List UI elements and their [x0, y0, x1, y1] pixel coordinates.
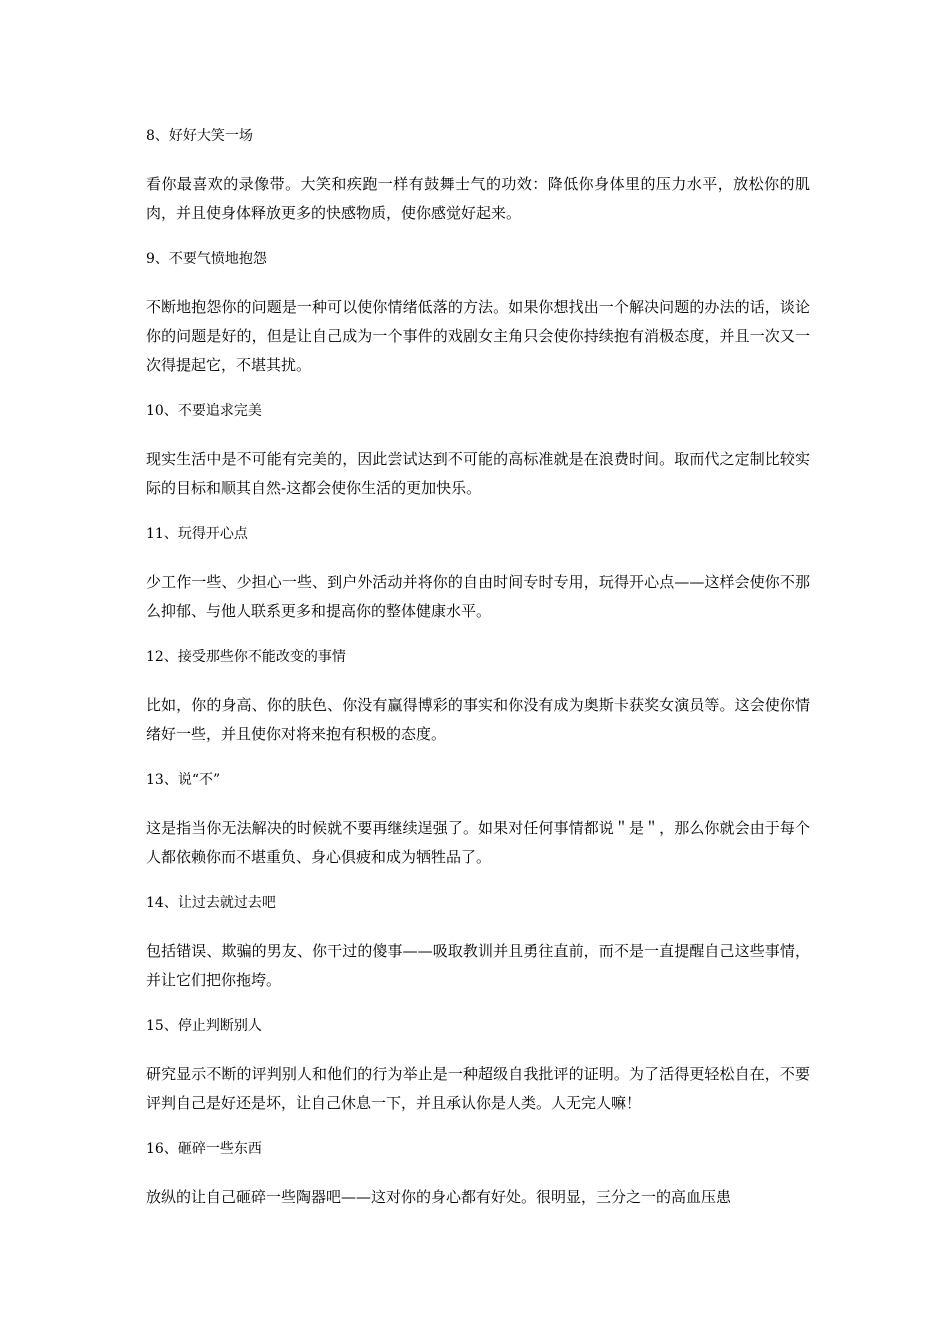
- section-15: [146, 1012, 810, 1118]
- section-9: [146, 245, 810, 380]
- section-14: [146, 889, 810, 995]
- section-heading: 11、玩得开心点: [146, 526, 248, 542]
- section-heading: 9、不要气愤地抱怨: [146, 251, 267, 267]
- section-heading: 13、说“不”: [146, 772, 221, 788]
- section-paragraph: 包括错误、欺骗的男友、你干过的傻事——吸取教训并且勇往直前，而不是一直提醒自己这些事情，并让它们把你拖垮。: [146, 942, 810, 989]
- section-paragraph: 不断地抱怨你的问题是一种可以使你情绪低落的方法。如果你想找出一个解决问题的办法的话，谈论你的问题是好的，但是让自己成为一个事件的戏剧女主角只会使你持续抱有消极态度，并且一次又一次得提起它，不堪其扰。: [146, 298, 810, 374]
- section-13: [146, 766, 810, 872]
- section-paragraph: 放纵的让自己砸碎一些陶器吧——这对你的身心都有好处。很明显，三分之一的高血压患: [146, 1188, 732, 1206]
- section-11: [146, 520, 810, 626]
- section-heading: 16、砸碎一些东西: [146, 1141, 262, 1157]
- section-heading: 12、接受那些你不能改变的事情: [146, 649, 346, 665]
- section-heading: 15、停止判断别人: [146, 1018, 262, 1034]
- section-12: [146, 643, 810, 749]
- section-10: [146, 397, 810, 503]
- section-heading: 8、好好大笑一场: [146, 128, 253, 144]
- section-heading: 14、让过去就过去吧: [146, 895, 276, 911]
- document-body: [146, 122, 810, 1229]
- section-16: [146, 1135, 810, 1212]
- section-paragraph: 比如，你的身高、你的肤色、你没有赢得博彩的事实和你没有成为奥斯卡获奖女演员等。这会使你情绪好一些，并且使你对将来抱有积极的态度。: [146, 696, 810, 743]
- section-heading: 10、不要追求完美: [146, 403, 262, 419]
- section-paragraph: 现实生活中是不可能有完美的，因此尝试达到不可能的高标准就是在浪费时间。取而代之定制比较实际的目标和顺其自然-这都会使你生活的更加快乐。: [146, 450, 810, 497]
- section-paragraph: 看你最喜欢的录像带。大笑和疾跑一样有鼓舞士气的功效：降低你身体里的压力水平，放松你的肌肉，并且使身体释放更多的快感物质，使你感觉好起来。: [146, 175, 810, 222]
- section-paragraph: 这是指当你无法解决的时候就不要再继续逞强了。如果对任何事情都说＂是＂，那么你就会由于每个人都依赖你而不堪重负、身心俱疲和成为牺牲品了。: [146, 819, 810, 866]
- section-8: [146, 122, 810, 228]
- section-paragraph: 研究显示不断的评判别人和他们的行为举止是一种超级自我批评的证明。为了活得更轻松自在，不要评判自己是好还是坏，让自己休息一下，并且承认你是人类。人无完人嘛！: [146, 1065, 810, 1112]
- section-paragraph: 少工作一些、少担心一些、到户外活动并将你的自由时间专时专用，玩得开心点——这样会使你不那么抑郁、与他人联系更多和提高你的整体健康水平。: [146, 573, 810, 620]
